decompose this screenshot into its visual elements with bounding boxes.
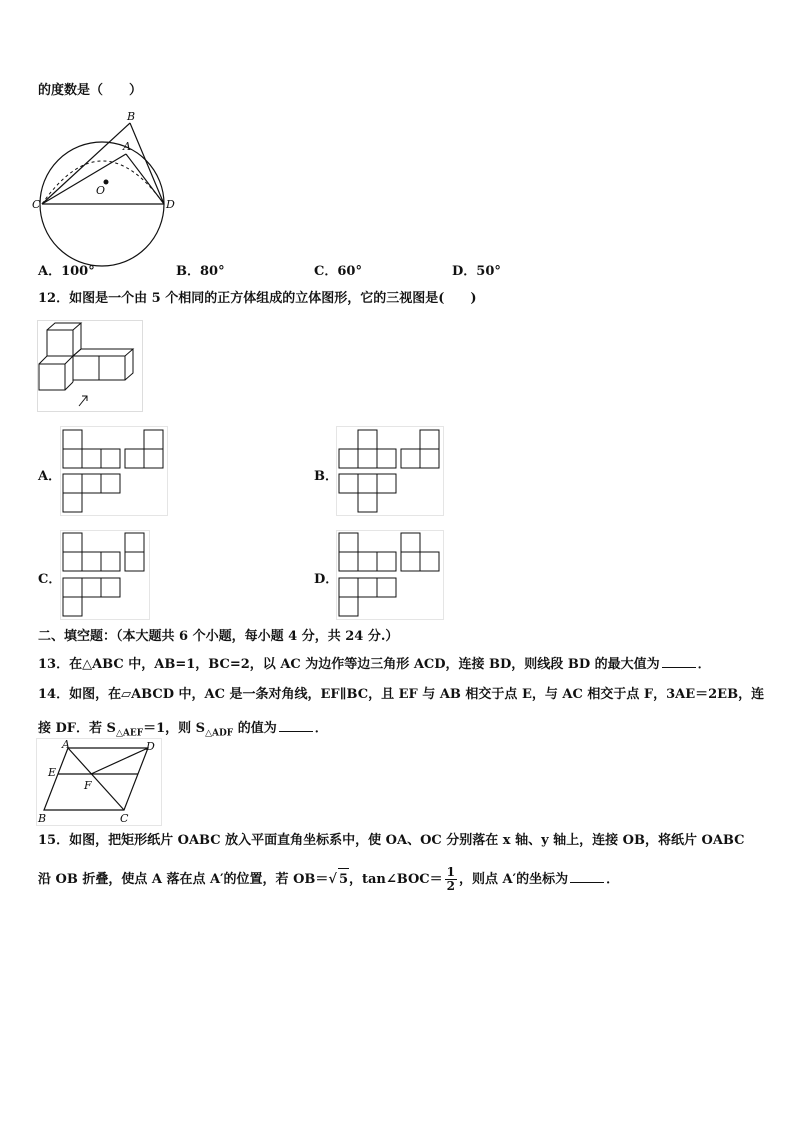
q15-frac-num: 1 (446, 865, 456, 879)
section2-heading: 二、填空题：（本大题共 6 个小题，每小题 4 分，共 24 分.） (38, 629, 399, 644)
q11-option-c: C．60° (314, 264, 362, 279)
q15-line2 (38, 866, 619, 893)
q13-answer-blank[interactable] (662, 655, 696, 668)
q12-option-d-views (336, 530, 444, 620)
q13-end: ． (697, 657, 711, 672)
q12-option-b-views (336, 426, 444, 516)
q15-sqrt-symbol: √ (328, 872, 337, 887)
q13-text (38, 655, 711, 673)
q15-answer-blank[interactable] (570, 870, 604, 883)
q11-prompt-tail: 的度数是（ ） (38, 83, 143, 98)
q11-option-b: B．80° (176, 264, 225, 279)
q12-prompt: 12．如图是一个由 5 个相同的正方体组成的立体图形，它的三视图是( ) (38, 291, 477, 306)
q15-end: ． (606, 872, 620, 887)
q13-body: 13．在△ABC 中，AB=1，BC=2，以 AC 为边作等边三角形 ACD，连接 BD，则线段 BD 的最大值为 (38, 657, 660, 672)
q11-label-b: B (127, 110, 136, 123)
q14-line2-mid: ＝1，则 S (143, 721, 206, 736)
q15-line2-mid: ，tan∠BOC＝ (348, 872, 443, 887)
q14-label-d: D (146, 740, 155, 753)
q14-sub-aef: △AEF (115, 728, 144, 739)
q14-label-e: E (48, 766, 57, 779)
q15-line1: 15．如图，把矩形纸片 OABC 放入平面直角坐标系中，使 OA、OC 分别落在 x 轴、y 轴上，连接 OB，将纸片 OABC (38, 833, 745, 848)
q14-end: ． (314, 721, 328, 736)
q11-label-o: O (96, 184, 106, 197)
q12-option-a-views (60, 426, 168, 516)
q11-label-a: A (123, 140, 131, 153)
q14-line1: 14．如图，在▱ABCD 中，AC 是一条对角线，EF∥BC，且 EF 与 AB 相交于点 E，与 AC 相交于点 F，3AE＝2EB，连 (38, 687, 765, 702)
q12-option-c-views (60, 530, 150, 620)
q14-parallelogram-figure (36, 738, 162, 826)
q12-option-a-label: A． (38, 469, 62, 484)
q11-option-a: A．100° (38, 264, 95, 279)
q15-frac-den: 2 (446, 879, 456, 893)
q14-label-a: A (62, 738, 70, 751)
q14-label-b: B (38, 812, 47, 825)
q12-option-b-label: B． (314, 469, 338, 484)
q12-option-d-label: D． (314, 572, 339, 587)
q14-label-f: F (84, 779, 92, 792)
q15-sqrt-value: 5 (338, 868, 349, 891)
q14-line2-pre: 接 DF．若 S (38, 721, 116, 736)
q15-line2-pre: 沿 OB 折叠，使点 A 落在点 A′的位置，若 OB＝ (38, 872, 329, 887)
q12-option-c-label: C． (38, 572, 62, 587)
q15-fraction (445, 866, 457, 893)
q15-line2-post: ，则点 A′的坐标为 (459, 872, 569, 887)
q14-line2-post: 的值为 (233, 721, 277, 736)
q11-option-d: D．50° (452, 264, 501, 279)
q11-label-c: C (32, 198, 41, 211)
q14-sub-adf: △ADF (205, 728, 234, 739)
q14-label-c: C (120, 812, 129, 825)
q11-circle-figure (30, 108, 190, 258)
q14-answer-blank[interactable] (279, 719, 313, 732)
q11-label-d: D (166, 198, 175, 211)
q12-cube-figure (37, 320, 143, 412)
